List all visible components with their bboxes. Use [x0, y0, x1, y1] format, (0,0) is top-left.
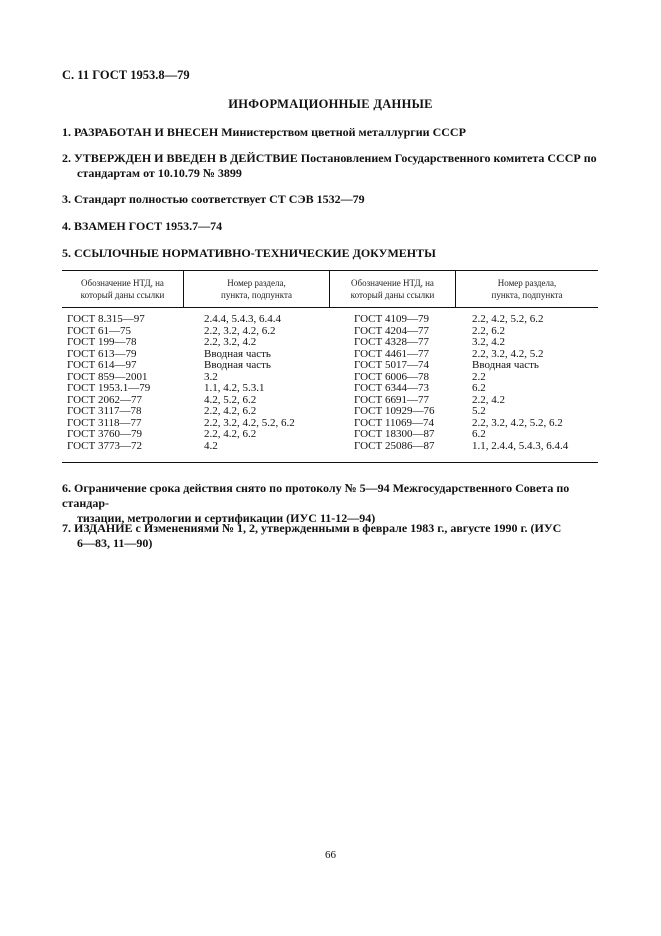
table-cell-doc: ГОСТ 3760—79 [67, 428, 142, 440]
table-cell-ref: 2.2, 4.2 [472, 393, 505, 406]
table-cell-ref: Вводная часть [204, 347, 271, 360]
table-cell-ref: 3.2, 4.2 [472, 336, 505, 348]
page-header: С. 11 ГОСТ 1953.8—79 [62, 68, 190, 82]
table-cell-doc: ГОСТ 4328—77 [354, 336, 429, 348]
table-cell-ref: 5.2 [472, 405, 486, 417]
item-2-line-1: 2. УТВЕРЖДЕН И ВВЕДЕН В ДЕЙСТВИЕ Постановлением Государственного комитета СССР по [62, 151, 597, 165]
table-cell-doc: ГОСТ 10929—76 [354, 405, 435, 417]
table-cell-ref: 1.1, 2.4.4, 5.4.3, 6.4.4 [472, 439, 569, 452]
table-cell-ref: 2.2, 3.2, 4.2 [204, 336, 257, 348]
table-cell-doc: ГОСТ 1953.1—79 [67, 382, 151, 394]
item-6-line-2: тизации, метрологии и сертификации (ИУС 11-12—94) [77, 511, 376, 525]
item-2-line-2: стандартам от 10.10.79 № 3899 [77, 166, 242, 180]
table-cell-ref: 2.2, 4.2, 6.2 [204, 405, 257, 417]
item-6 [62, 481, 602, 526]
table-cell-ref: Вводная часть [472, 359, 539, 371]
table-cell-ref: Вводная часть [204, 359, 271, 371]
table-cell-doc: ГОСТ 11069—74 [354, 416, 435, 429]
item-4 [62, 219, 602, 234]
table-cell-doc: ГОСТ 4204—77 [354, 324, 429, 337]
table-cell-ref: 1.1, 4.2, 5.3.1 [204, 382, 265, 394]
table-cell-doc: ГОСТ 3118—77 [67, 416, 142, 429]
table-cell-doc: ГОСТ 3773—72 [67, 439, 142, 452]
table-header-cell: Номер раздела, пункта, подпункта [455, 271, 598, 307]
table-cell-ref: 4.2, 5.2, 6.2 [204, 393, 257, 406]
table-cell-doc: ГОСТ 614—97 [67, 359, 137, 371]
table-cell-doc: ГОСТ 2062—77 [67, 393, 142, 406]
item-1-line: 1. РАЗРАБОТАН И ВНЕСЕН Министерством цветной металлургии СССР [62, 125, 466, 139]
item-5 [62, 246, 602, 261]
item-3 [62, 192, 602, 207]
table-cell-doc: ГОСТ 8.315—97 [67, 313, 145, 325]
table-cell-ref: 2.2, 6.2 [472, 324, 505, 337]
table-cell-ref: 2.2 [472, 370, 486, 383]
table-cell-ref: 2.2, 3.2, 4.2, 5.2, 6.2 [204, 416, 295, 429]
column-left-refs [183, 314, 329, 452]
column-right-refs [455, 314, 598, 452]
table-cell-doc: ГОСТ 859—2001 [67, 370, 148, 383]
table-header-cell: Номер раздела, пункта, подпункта [183, 271, 329, 307]
column-left-docs [62, 314, 183, 452]
table-header [62, 271, 598, 308]
table-cell-ref: 6.2 [472, 428, 486, 440]
page-number: 66 [325, 849, 336, 861]
table-cell-doc: ГОСТ 4109—79 [354, 313, 429, 325]
item-1 [62, 125, 602, 140]
table-cell-doc: ГОСТ 199—78 [67, 336, 137, 348]
item-3-line: 3. Стандарт полностью соответствует СТ СЭВ 1532—79 [62, 192, 365, 206]
table-cell-ref: 2.2, 3.2, 4.2, 5.2 [472, 347, 544, 360]
item-5-line: 5. ССЫЛОЧНЫЕ НОРМАТИВНО-ТЕХНИЧЕСКИЕ ДОКУМЕНТЫ [62, 246, 436, 260]
item-7 [62, 521, 602, 551]
table-cell-doc: ГОСТ 25086—87 [354, 439, 435, 452]
item-7-line-1: 7. ИЗДАНИЕ с Изменениями № 1, 2, утвержденными в феврале 1983 г., августе 1990 г. (ИУС [62, 521, 562, 535]
table-body [62, 308, 598, 462]
table-cell-ref: 6.2 [472, 382, 486, 394]
item-6-line-1: 6. Ограничение срока действия снято по протоколу № 5—94 Межгосударственного Совета по стандар- [62, 481, 570, 510]
table-cell-doc: ГОСТ 613—79 [67, 347, 137, 360]
item-2 [62, 151, 602, 181]
table-cell-ref: 4.2 [204, 439, 218, 452]
table-cell-doc: ГОСТ 4461—77 [354, 347, 429, 360]
table-cell-ref: 3.2 [204, 370, 218, 383]
item-4-line: 4. ВЗАМЕН ГОСТ 1953.7—74 [62, 219, 223, 233]
table-cell-doc: ГОСТ 61—75 [67, 324, 131, 337]
table-header-cell: Обозначение НТД, на который даны ссылки [329, 271, 455, 307]
table-cell-doc: ГОСТ 6006—78 [354, 370, 429, 383]
table-cell-ref: 2.2, 4.2, 5.2, 6.2 [472, 313, 544, 325]
table-cell-ref: 2.4.4, 5.4.3, 6.4.4 [204, 313, 281, 325]
item-7-line-2: 6—83, 11—90) [77, 536, 153, 550]
table-cell-doc: ГОСТ 5017—74 [354, 359, 429, 371]
table-cell-doc: ГОСТ 18300—87 [354, 428, 435, 440]
table-cell-doc: ГОСТ 6344—73 [354, 382, 429, 394]
table-header-cell: Обозначение НТД, на который даны ссылки [80, 278, 165, 300]
table-cell-ref: 2.2, 4.2, 6.2 [204, 428, 257, 440]
reference-table [62, 270, 598, 463]
table-cell-ref: 2.2, 3.2, 4.2, 6.2 [204, 324, 276, 337]
column-right-docs [329, 314, 455, 452]
table-cell-ref: 2.2, 3.2, 4.2, 5.2, 6.2 [472, 416, 563, 429]
section-title: ИНФОРМАЦИОННЫЕ ДАННЫЕ [228, 97, 433, 111]
table-cell-doc: ГОСТ 6691—77 [354, 393, 429, 406]
table-cell-doc: ГОСТ 3117—78 [67, 405, 142, 417]
